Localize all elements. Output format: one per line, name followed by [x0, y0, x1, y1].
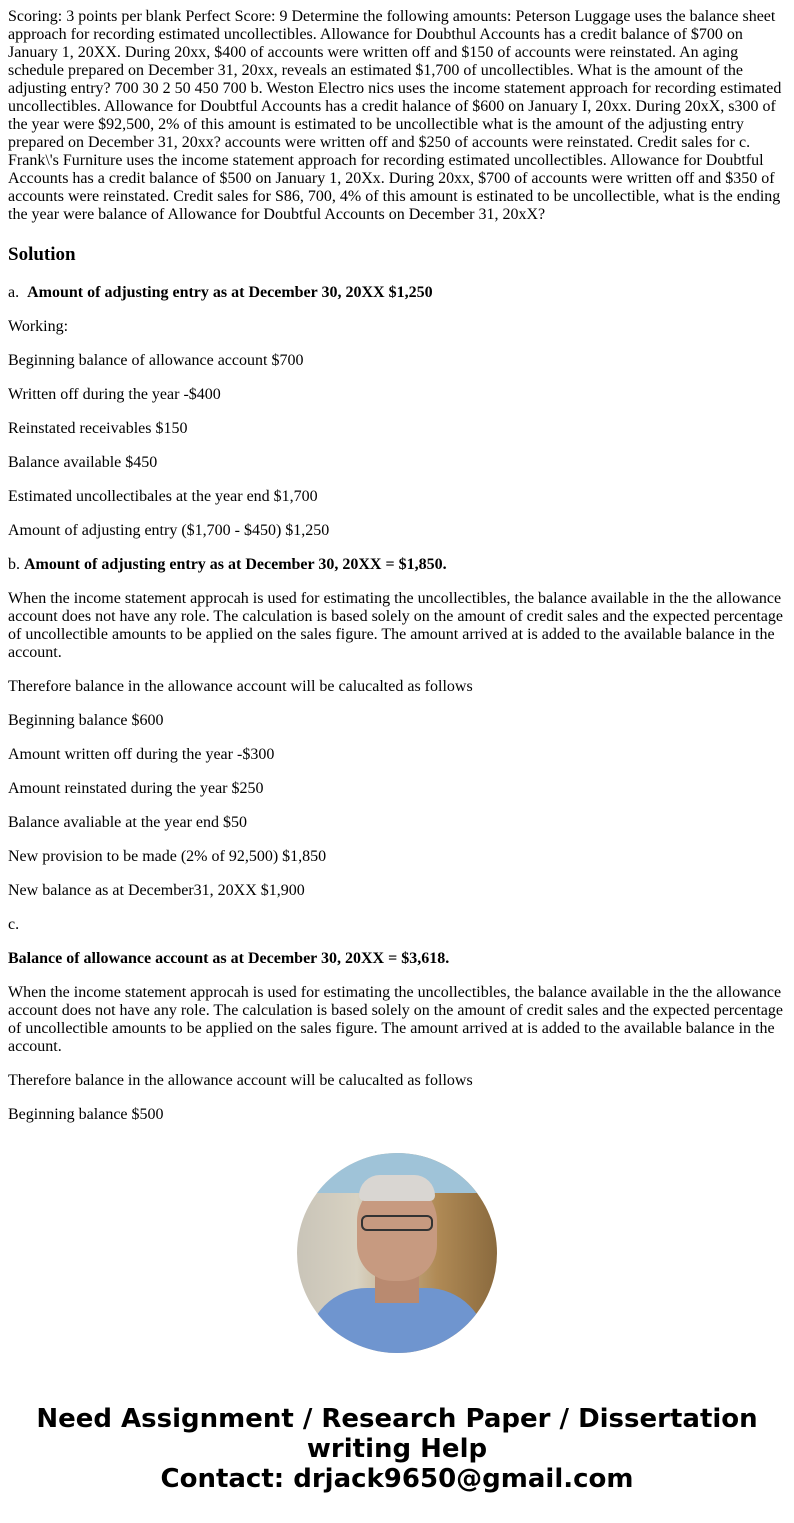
- part-b-line: Therefore balance in the allowance account will be calucalted as follows: [8, 678, 473, 695]
- part-b-line: Balance avaliable at the year end $50: [8, 814, 247, 831]
- banner-headline: Need Assignment / Research Paper / Dissertation writing Help: [36, 1404, 758, 1464]
- part-b-line: New provision to be made (2% of 92,500) $1,850: [8, 848, 327, 865]
- part-b-heading: [8, 556, 786, 574]
- part-c-heading: [8, 950, 786, 968]
- question-text: Scoring: 3 points per blank Perfect Score: 9 Determine the following amounts: Peterson Luggage uses the balance sheet approach for recording estimated uncollectibles. Allowance for Doubthul Accounts has a credit balance of $700 on January 1, 20XX. During 20xx, $400 of accounts were written off and $150 of accounts were reinstated. An aging schedule prepared on December 31, 20xx, reveals an estimated $1,700 of uncollectibles. What is the amount of the adjusting entry? 700 30 2 50 450 700 b. Weston Electro nics uses the income statement approach for recording estimated uncollectibles. Allowance for Doubtful Accounts has a credit halance of $600 on January I, 20xx. During 20xX, s300 of the year were $92,500, 2% of this amount is estimated to be uncollectible what is the amount of the adjusting entry prepared on December 31, 20xx? accounts were written off and $250 of accounts were reinstated. Credit sales for c. Frank\'s Furniture uses the income statement approach for recording estimated uncollectibles. Allowance for Doubtful Accounts has a credit balance of $500 on January 1, 20Xx. During 20xx, $700 of accounts were written off and $350 of accounts were reinstated. Credit sales for S86, 700, 4% of this amount is estinated to be uncollectible, what is the ending the year were balance of Allowance for Doubtful Accounts on December 31, 20xX?: [8, 8, 782, 223]
- glasses-icon: [361, 1215, 433, 1231]
- part-a-line: Working:: [8, 318, 69, 335]
- part-b-line: New balance as at December31, 20XX $1,900: [8, 882, 305, 899]
- part-b-prefix: b.: [8, 556, 24, 573]
- part-a-line: Written off during the year -$400: [8, 386, 221, 403]
- part-a-title: Amount of adjusting entry as at December 30, 20XX $1,250: [27, 284, 433, 301]
- solution-heading: Solution: [8, 244, 76, 265]
- part-c-title: Balance of allowance account as at December 30, 20XX = $3,618.: [8, 950, 450, 967]
- part-a-prefix: a.: [8, 284, 28, 301]
- part-a-line: Balance available $450: [8, 454, 158, 471]
- part-a-line: Reinstated receivables $150: [8, 420, 188, 437]
- part-c-line: Beginning balance $500: [8, 1106, 164, 1123]
- banner-contact: Contact: drjack9650@gmail.com: [160, 1464, 634, 1494]
- part-a-line: Estimated uncollectibales at the year end $1,700: [8, 488, 318, 505]
- part-a-line: Amount of adjusting entry ($1,700 - $450) $1,250: [8, 522, 330, 539]
- part-b-title: Amount of adjusting entry as at December 30, 20XX = $1,850.: [24, 556, 447, 573]
- contact-banner: [0, 1404, 794, 1494]
- part-a-heading: [8, 284, 786, 302]
- part-c-prefix: c.: [8, 916, 20, 933]
- part-b-line: Beginning balance $600: [8, 712, 164, 729]
- part-c-line: Therefore balance in the allowance account will be calucalted as follows: [8, 1072, 473, 1089]
- part-a-line: Beginning balance of allowance account $700: [8, 352, 304, 369]
- part-c-line: When the income statement approcah is used for estimating the uncollectibles, the balance available in the the allowance account does not have any role. The calculation is based solely on the amount of credit sales and the expected percentage of uncollectible amounts to be applied on the sales figure. The amount arrived at is added to the available balance in the account.: [8, 984, 783, 1055]
- part-b-line: When the income statement approcah is used for estimating the uncollectibles, the balance available in the the allowance account does not have any role. The calculation is based solely on the amount of credit sales and the expected percentage of uncollectible amounts to be applied on the sales figure. The amount arrived at is added to the available balance in the account.: [8, 590, 783, 661]
- part-b-line: Amount written off during the year -$300: [8, 746, 275, 763]
- author-photo: [297, 1153, 497, 1353]
- part-b-line: Amount reinstated during the year $250: [8, 780, 264, 797]
